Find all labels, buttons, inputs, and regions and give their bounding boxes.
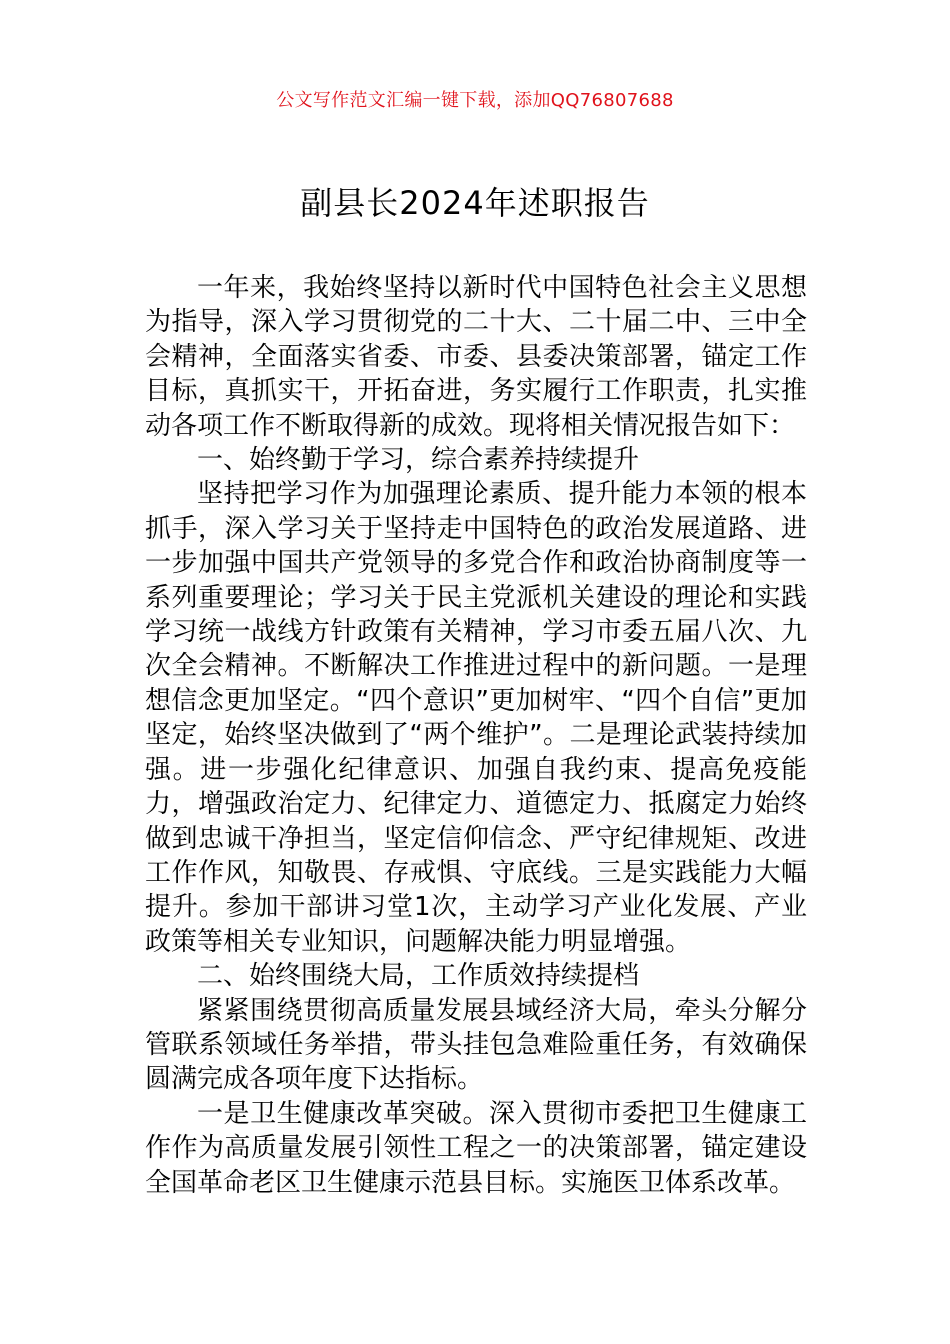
section-heading-2: 二、始终围绕大局，工作质效持续提档 [197, 961, 640, 992]
section-2-paragraph: 紧紧围绕贯彻高质量发展县域经济大局，牵头分解分管联系领域任务举措，带头挂包急难险重任务，有效确保圆满完成各项年度下达指标。 [145, 995, 807, 1095]
section-2-item-1-paragraph: 一是卫生健康改革突破。深入贯彻市委把卫生健康工作作为高质量发展引领性工程之一的决策部署，锚定建设全国革命老区卫生健康示范县目标。实施医卫体系改革。 [145, 1098, 807, 1198]
document-title: 副县长2024年述职报告 [300, 184, 650, 222]
intro-paragraph: 一年来，我始终坚持以新时代中国特色社会主义思想为指导，深入学习贯彻党的二十大、二十届二中、三中全会精神，全面落实省委、市委、县委决策部署，锚定工作目标，真抓实干，开拓奋进，务实履行工作职责，扎实推动各项工作不断取得新的成效。现将相关情况报告如下： [145, 273, 807, 441]
document-body [145, 271, 807, 1200]
section-1-paragraph: 坚持把学习作为加强理论素质、提升能力本领的根本抓手，深入学习关于坚持走中国特色的政治发展道路、进一步加强中国共产党领导的多党合作和政治协商制度等一系列重要理论；学习关于民主党派机关建设的理论和实践学习统一战线方针政策有关精神，学习市委五届八次、九次全会精神。不断解决工作推进过程中的新问题。一是理想信念更加坚定。“四个意识”更加树牢、“四个自信”更加坚定，始终坚决做到了“两个维护”。二是理论武装持续加强。进一步强化纪律意识、加强自我约束、提高免疫能力，增强政治定力、纪律定力、道德定力、抵腐定力始终做到忠诚干净担当，坚定信仰信念、严守纪律规矩、改进工作作风，知敬畏、存戒惧、守底线。三是实践能力大幅提升。参加干部讲习堂1次，主动学习产业化发展、产业政策等相关专业知识，问题解决能力明显增强。 [145, 479, 807, 957]
section-heading-1: 一、始终勤于学习，综合素养持续提升 [197, 445, 640, 476]
download-promo-note: 公文写作范文汇编一键下载，添加QQ76807688 [276, 90, 674, 111]
